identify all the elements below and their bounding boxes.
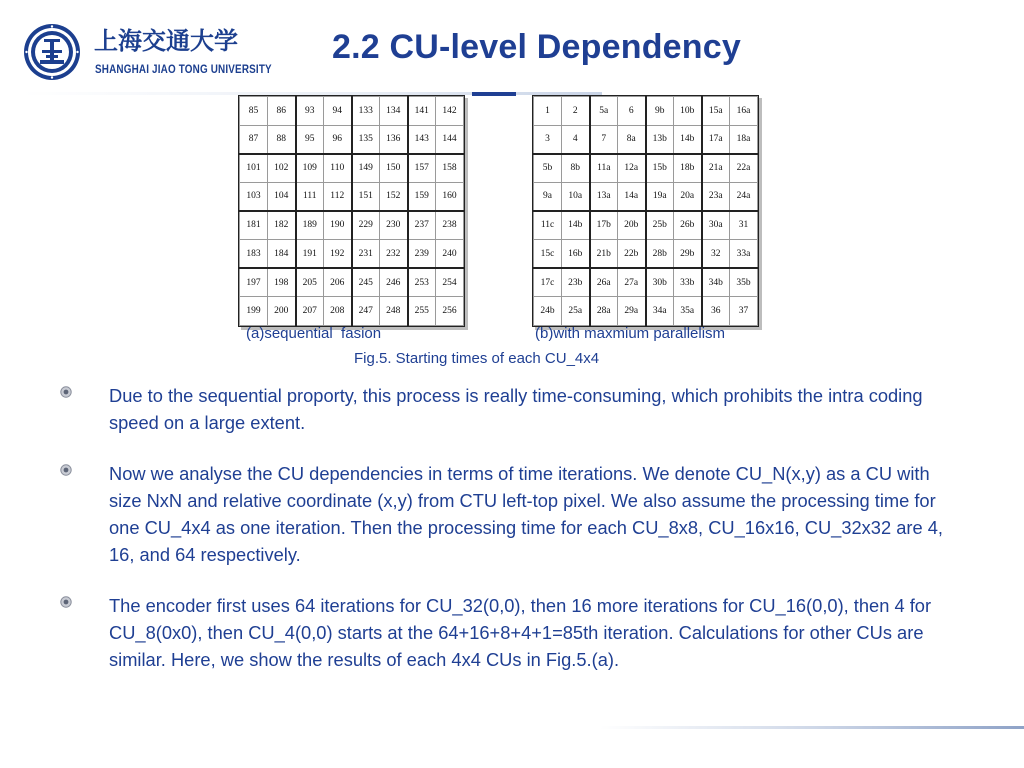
grid-cell: 238 (436, 211, 464, 240)
grid-cell: 237 (408, 211, 436, 240)
grid-cell: 31 (730, 211, 758, 240)
grid-cell: 25b (646, 211, 674, 240)
bullet-icon (60, 386, 72, 398)
grid-cell: 23b (562, 268, 590, 297)
grid-cell: 16a (730, 97, 758, 126)
grid-cell: 111 (296, 182, 324, 211)
grid-cell: 35b (730, 268, 758, 297)
grid-cell: 133 (352, 97, 380, 126)
bullet-item (60, 592, 960, 673)
grid-cell: 36 (702, 297, 730, 326)
university-name-en: SHANGHAI JIAO TONG UNIVERSITY (95, 64, 272, 76)
grid-cell: 11c (534, 211, 562, 240)
grid-cell: 34a (646, 297, 674, 326)
footer-divider (600, 726, 1024, 729)
caption-parallel: (b)with maxmium parallelism (535, 325, 726, 342)
grid-cell: 94 (324, 97, 352, 126)
grid-cell: 25a (562, 297, 590, 326)
svg-text:上海交通大学: 上海交通大学 (94, 27, 238, 54)
grid-cell: 181 (240, 211, 268, 240)
grid-cell: 29a (618, 297, 646, 326)
grid-cell: 112 (324, 182, 352, 211)
grid-cell: 134 (380, 97, 408, 126)
grid-cell: 157 (408, 154, 436, 183)
grid-row (534, 297, 758, 326)
grid-cell: 254 (436, 268, 464, 297)
grid-cell: 37 (730, 297, 758, 326)
grid-cell: 192 (324, 239, 352, 268)
grid-cell: 13b (646, 125, 674, 154)
grid-row (534, 125, 758, 154)
grid-cell: 246 (380, 268, 408, 297)
grid-cell: 184 (268, 239, 296, 268)
grid-cell: 4 (562, 125, 590, 154)
grid-cell: 8a (618, 125, 646, 154)
grid-cell: 13a (590, 182, 618, 211)
grid-row (534, 182, 758, 211)
bullet-text: Due to the sequential proporty, this process is really time-consuming, which prohibits the intra coding speed on a large extent. (109, 385, 923, 433)
grid-cell: 10b (674, 97, 702, 126)
grid-row (534, 268, 758, 297)
bullet-icon (60, 464, 72, 476)
grid-cell: 14b (674, 125, 702, 154)
grid-cell: 3 (534, 125, 562, 154)
grid-cell: 9b (646, 97, 674, 126)
grid-cell: 230 (380, 211, 408, 240)
grid-cell: 191 (296, 239, 324, 268)
grid-cell: 21b (590, 239, 618, 268)
bullet-text: Now we analyse the CU dependencies in terms of time iterations. We denote CU_N(x,y) as a CU with size NxN and relative coordinate (x,y) from CTU left-top pixel. We also assume the processing time for one CU_4x4 as one iteration. Then the processing time for each CU_8x8, CU_16x16, CU_32x32 are 4, 16, and 64 respectively. (109, 463, 943, 565)
grid-cell: 28a (590, 297, 618, 326)
grid-cell: 190 (324, 211, 352, 240)
grid-cell: 104 (268, 182, 296, 211)
grid-cell: 20b (618, 211, 646, 240)
grid-cell: 14a (618, 182, 646, 211)
grid-cell: 86 (268, 97, 296, 126)
grid-cell: 88 (268, 125, 296, 154)
grid-cell: 205 (296, 268, 324, 297)
grid-cell: 30a (702, 211, 730, 240)
bullet-icon (60, 596, 72, 608)
grid-cell: 24b (534, 297, 562, 326)
figure-caption: Fig.5. Starting times of each CU_4x4 (354, 350, 600, 367)
grid-cell: 27a (618, 268, 646, 297)
grid-cell: 103 (240, 182, 268, 211)
grid-cell: 239 (408, 239, 436, 268)
grid-cell: 109 (296, 154, 324, 183)
bullet-item (60, 460, 960, 568)
grid-cell: 85 (240, 97, 268, 126)
grid-cell: 22b (618, 239, 646, 268)
grid-cell: 136 (380, 125, 408, 154)
grid-row (534, 154, 758, 183)
grid-cell: 9a (534, 182, 562, 211)
grid-cell: 17b (590, 211, 618, 240)
grid-cell: 11a (590, 154, 618, 183)
grid-cell: 15a (702, 97, 730, 126)
grid-cell: 102 (268, 154, 296, 183)
grid-cell: 6 (618, 97, 646, 126)
grid-cell: 144 (436, 125, 464, 154)
grid-cell: 158 (436, 154, 464, 183)
grid-cell: 240 (436, 239, 464, 268)
grid-cell: 96 (324, 125, 352, 154)
grid-row (240, 268, 464, 297)
grid-cell: 182 (268, 211, 296, 240)
grid-cell: 248 (380, 297, 408, 326)
grid-cell: 32 (702, 239, 730, 268)
university-name-calligraphy (94, 26, 244, 54)
grid-cell: 26b (674, 211, 702, 240)
grid-cell: 17c (534, 268, 562, 297)
grid-cell: 135 (352, 125, 380, 154)
grid-cell: 29b (674, 239, 702, 268)
grid-cell: 95 (296, 125, 324, 154)
grid-cell: 15b (646, 154, 674, 183)
grid-cell: 160 (436, 182, 464, 211)
grid-cell: 87 (240, 125, 268, 154)
grid-cell: 21a (702, 154, 730, 183)
grid-row (240, 154, 464, 183)
grid-cell: 10a (562, 182, 590, 211)
grid-row (240, 182, 464, 211)
grid-cell: 33a (730, 239, 758, 268)
grid-cell: 183 (240, 239, 268, 268)
grid-cell: 198 (268, 268, 296, 297)
grid-cell: 149 (352, 154, 380, 183)
grid-cell: 18b (674, 154, 702, 183)
grid-parallel (532, 95, 759, 327)
bullet-text: The encoder first uses 64 iterations for CU_32(0,0), then 16 more iterations for CU_16(0,0), then 4 for CU_8(0x0), then CU_4(0,0) starts at the 64+16+8+4+1=85th iteration. Calculations for other CUs are similar. Here, we show the results of each 4x4 CUs in Fig.5.(a). (109, 595, 932, 670)
grid-cell: 151 (352, 182, 380, 211)
grid-cell: 35a (674, 297, 702, 326)
grid-cell: 141 (408, 97, 436, 126)
grid-row (534, 211, 758, 240)
grid-cell: 5b (534, 154, 562, 183)
university-seal-icon (22, 22, 82, 82)
caption-sequential: (a)sequential fasion (246, 325, 382, 342)
grid-cell: 256 (436, 297, 464, 326)
grid-cell: 245 (352, 268, 380, 297)
grid-row (240, 211, 464, 240)
grid-cell: 8b (562, 154, 590, 183)
grid-row (534, 239, 758, 268)
grid-cell: 206 (324, 268, 352, 297)
grid-cell: 101 (240, 154, 268, 183)
grid-cell: 30b (646, 268, 674, 297)
grid-cell: 142 (436, 97, 464, 126)
grid-cell: 1 (534, 97, 562, 126)
grid-cell: 18a (730, 125, 758, 154)
grid-cell: 247 (352, 297, 380, 326)
grid-cell: 5a (590, 97, 618, 126)
slide-title: 2.2 CU-level Dependency (332, 28, 741, 66)
grid-cell: 22a (730, 154, 758, 183)
grid-row (240, 125, 464, 154)
grid-cell: 152 (380, 182, 408, 211)
grid-cell: 232 (380, 239, 408, 268)
bullet-item (60, 382, 960, 436)
grid-cell: 28b (646, 239, 674, 268)
grid-cell: 7 (590, 125, 618, 154)
grid-cell: 17a (702, 125, 730, 154)
grid-cell: 16b (562, 239, 590, 268)
grid-cell: 189 (296, 211, 324, 240)
grid-cell: 34b (702, 268, 730, 297)
grid-cell: 20a (674, 182, 702, 211)
grid-cell: 2 (562, 97, 590, 126)
grid-row (240, 297, 464, 326)
grid-cell: 143 (408, 125, 436, 154)
grid-cell: 200 (268, 297, 296, 326)
grid-cell: 150 (380, 154, 408, 183)
grid-cell: 229 (352, 211, 380, 240)
grid-cell: 26a (590, 268, 618, 297)
grid-row (240, 97, 464, 126)
grid-cell: 110 (324, 154, 352, 183)
grid-row (534, 97, 758, 126)
grid-sequential (238, 95, 465, 327)
grid-row (240, 239, 464, 268)
grid-cell: 208 (324, 297, 352, 326)
grid-cell: 255 (408, 297, 436, 326)
grid-cell: 15c (534, 239, 562, 268)
grid-cell: 253 (408, 268, 436, 297)
grid-cell: 24a (730, 182, 758, 211)
grid-cell: 23a (702, 182, 730, 211)
grid-cell: 159 (408, 182, 436, 211)
header-accent-bar (472, 92, 516, 96)
grid-cell: 33b (674, 268, 702, 297)
grid-cell: 199 (240, 297, 268, 326)
grid-cell: 231 (352, 239, 380, 268)
grid-cell: 197 (240, 268, 268, 297)
grid-cell: 207 (296, 297, 324, 326)
grid-cell: 12a (618, 154, 646, 183)
grid-cell: 93 (296, 97, 324, 126)
bullet-list (60, 382, 960, 697)
grid-cell: 14b (562, 211, 590, 240)
grid-cell: 19a (646, 182, 674, 211)
